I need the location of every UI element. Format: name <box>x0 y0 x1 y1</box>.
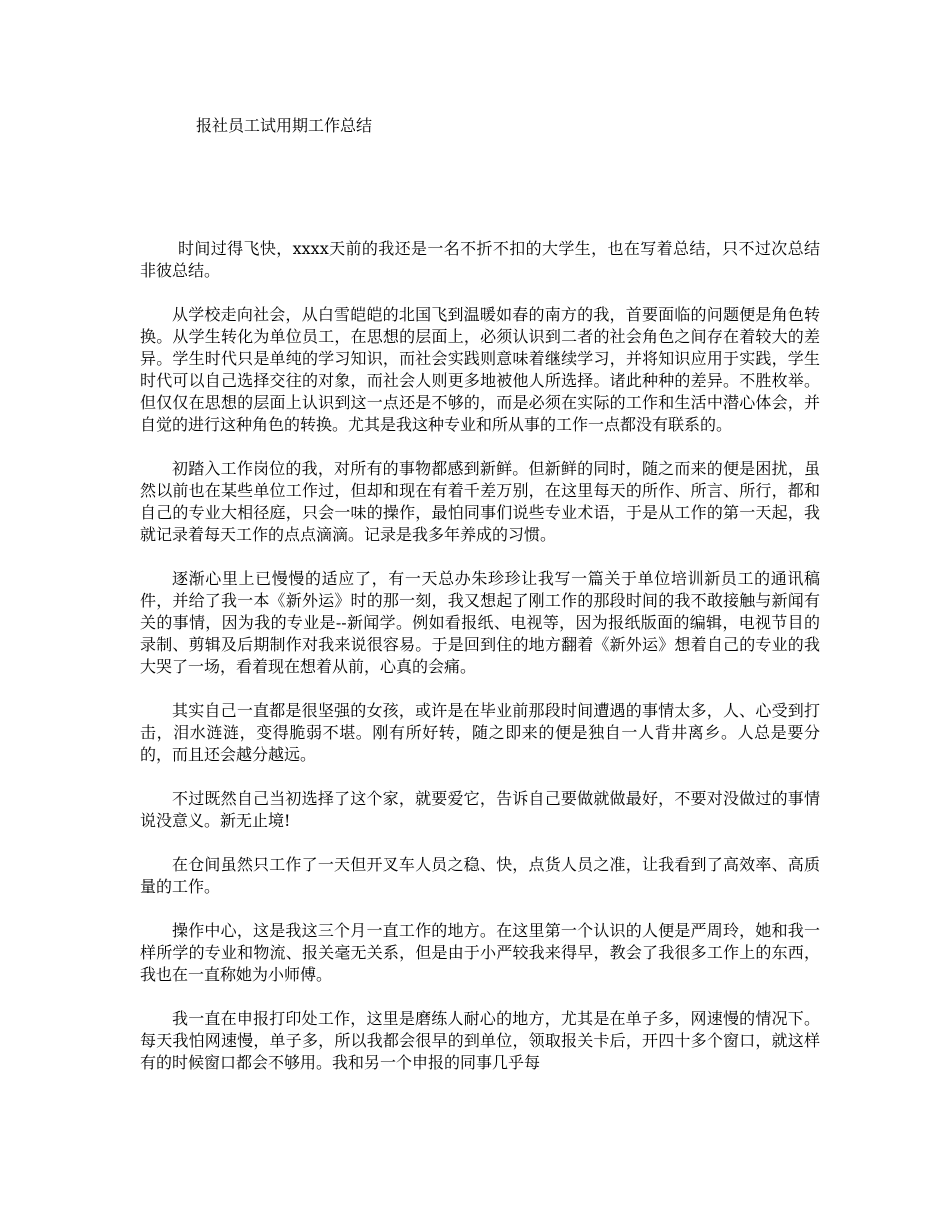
document-title: 报社员工试用期工作总结 <box>196 116 373 135</box>
paragraph: 从学校走向社会，从白雪皑皑的北国飞到温暖如春的南方的我，首要面临的问题便是角色转换。从学生转化为单位员工，在思想的层面上，必须认识到二者的社会角色之间存在着较大的差异。学生时代只是单纯的学习知识，而社会实践则意味着继续学习，并将知识应用于实践，学生时代可以自己选择交往的对象，而社会人则更多地被他人所选择。诸此种种的差异。不胜枚举。但仅仅在思想的层面上认识到这一点还是不够的，而是必须在实际的工作和生活中潜心体会，并自觉的进行这种角色的转换。尤其是我这种专业和所从事的工作一点都没有联系的。 <box>140 305 820 434</box>
paragraph: 其实自己一直都是很坚强的女孩，或许是在毕业前那段时间遭遇的事情太多，人、心受到打击，泪水涟涟，变得脆弱不堪。刚有所好转，随之即来的便是独自一人背井离乡。人总是要分的，而且还会越分越远。 <box>140 701 820 764</box>
paragraph: 在仓间虽然只工作了一天但开叉车人员之稳、快，点货人员之准，让我看到了高效率、高质量的工作。 <box>140 855 820 896</box>
paragraph: 逐渐心里上已慢慢的适应了，有一天总办朱珍珍让我写一篇关于单位培训新员工的通讯稿件，并给了我一本《新外运》时的那一刻，我又想起了刚工作的那段时间的我不敢接触与新闻有关的事情，因为我的专业是--新闻学。例如看报纸、电视等，因为报纸版面的编辑，电视节目的录制、剪辑及后期制作对我来说很容易。于是回到住的地方翻着《新外运》想着自己的专业的我大哭了一场，看着现在想着从前，心真的会痛。 <box>140 569 820 676</box>
document-body <box>140 238 820 1096</box>
paragraph: 不过既然自己当初选择了这个家，就要爱它，告诉自己要做就做最好，不要对没做过的事情说没意义。新无止境! <box>140 789 820 830</box>
paragraph: 我一直在申报打印处工作，这里是磨练人耐心的地方，尤其是在单子多，网速慢的情况下。每天我怕网速慢，单子多，所以我都会很早的到单位，领取报关卡后，开四十多个窗口，就这样有的时候窗口都会不够用。我和另一个申报的同事几乎每 <box>140 1009 820 1072</box>
paragraph: 时间过得飞快，xxxx天前的我还是一名不折不扣的大学生，也在写着总结，只不过次总结非彼总结。 <box>140 239 820 280</box>
paragraph: 操作中心，这是我这三个月一直工作的地方。在这里第一个认识的人便是严周玲，她和我一样所学的专业和物流、报关毫无关系，但是由于小严较我来得早，教会了我很多工作上的东西，我也在一直称她为小师傅。 <box>140 921 820 984</box>
paragraph: 初踏入工作岗位的我，对所有的事物都感到新鲜。但新鲜的同时，随之而来的便是困扰，虽然以前也在某些单位工作过，但却和现在有着千差万别，在这里每天的所作、所言、所行，都和自己的专业大相径庭，只会一味的操作，最怕同事们说些专业术语，于是从工作的第一天起，我就记录着每天工作的点点滴滴。记录是我多年养成的习惯。 <box>140 459 820 544</box>
